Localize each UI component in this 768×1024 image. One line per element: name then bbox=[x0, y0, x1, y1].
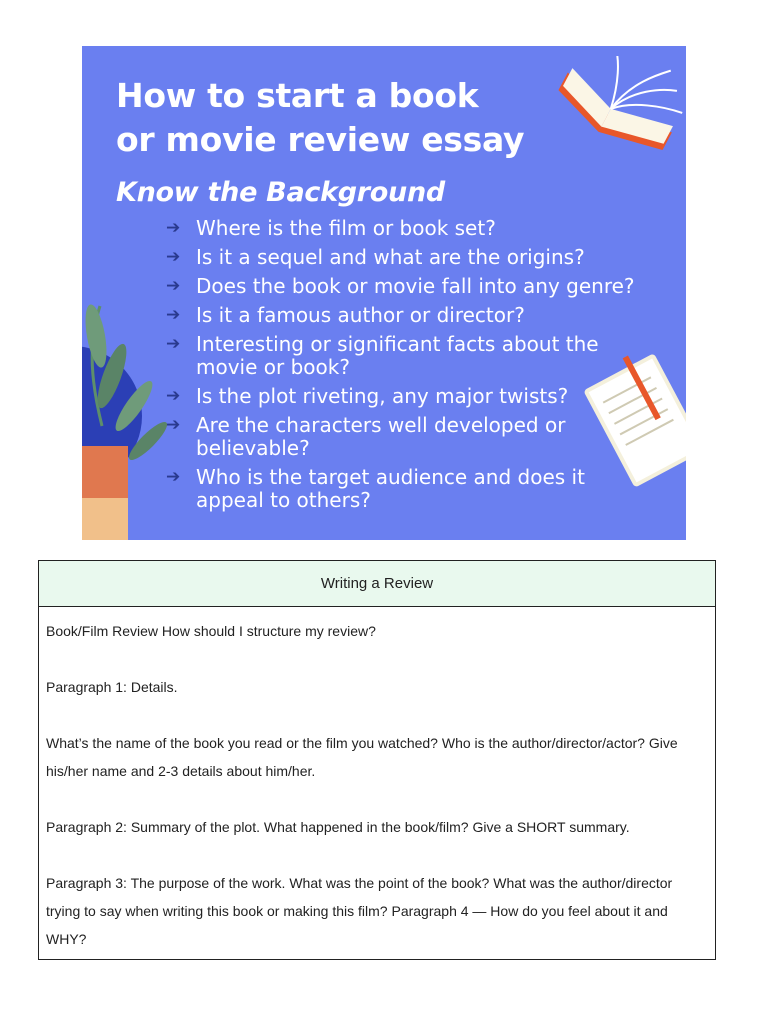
question-item bbox=[166, 466, 616, 512]
infographic-banner bbox=[82, 46, 686, 540]
question-item bbox=[166, 275, 635, 298]
question-text: Is it a famous author or director? bbox=[196, 303, 525, 327]
question-item bbox=[166, 304, 635, 327]
arrow-right-icon: ➔ bbox=[166, 218, 181, 238]
review-paragraph: Paragraph 3: The purpose of the work. What was the point of the book? What was the author/director trying to say when writing this book or making this film? Paragraph 4 — How do you feel about it and WHY? bbox=[46, 875, 673, 947]
open-book-icon bbox=[522, 56, 686, 176]
banner-title bbox=[116, 74, 524, 162]
banner-title-line-2: or movie review essay bbox=[116, 120, 525, 159]
review-paragraph: Book/Film Review How should I structure my review? bbox=[46, 623, 376, 639]
question-text: Are the characters well developed or believable? bbox=[196, 413, 566, 460]
arrow-right-icon: ➔ bbox=[166, 247, 181, 267]
review-paragraph: Paragraph 2: Summary of the plot. What happened in the book/film? Give a SHORT summary. bbox=[46, 819, 630, 835]
arrow-right-icon: ➔ bbox=[166, 276, 181, 296]
question-text: Does the book or movie fall into any genre? bbox=[196, 274, 635, 298]
review-table-body bbox=[39, 607, 715, 953]
question-text: Where is the film or book set? bbox=[196, 216, 496, 240]
review-paragraph: What’s the name of the book you read or the film you watched? Who is the author/director/actor? Give his/her name and 2-3 details about him/her. bbox=[46, 735, 678, 779]
question-item bbox=[166, 414, 596, 460]
banner-subtitle: Know the Background bbox=[116, 177, 445, 208]
arrow-right-icon: ➔ bbox=[166, 467, 181, 487]
writing-review-table bbox=[38, 560, 716, 960]
question-item bbox=[166, 385, 635, 408]
background-question-list bbox=[166, 217, 635, 518]
arrow-right-icon: ➔ bbox=[166, 415, 181, 435]
review-paragraph: Paragraph 1: Details. bbox=[46, 679, 178, 695]
banner-title-line-1: How to start a book bbox=[116, 76, 479, 115]
question-text: Interesting or significant facts about the movie or book? bbox=[196, 332, 599, 379]
question-text: Is it a sequel and what are the origins? bbox=[196, 245, 585, 269]
question-item bbox=[166, 246, 635, 269]
question-item bbox=[166, 333, 616, 379]
question-item bbox=[166, 217, 635, 240]
review-table-header: Writing a Review bbox=[39, 561, 715, 607]
question-text: Is the plot riveting, any major twists? bbox=[196, 384, 569, 408]
potted-plant-icon bbox=[82, 266, 172, 540]
arrow-right-icon: ➔ bbox=[166, 334, 181, 354]
arrow-right-icon: ➔ bbox=[166, 305, 181, 325]
question-text: Who is the target audience and does it appeal to others? bbox=[196, 465, 585, 512]
arrow-right-icon: ➔ bbox=[166, 386, 181, 406]
